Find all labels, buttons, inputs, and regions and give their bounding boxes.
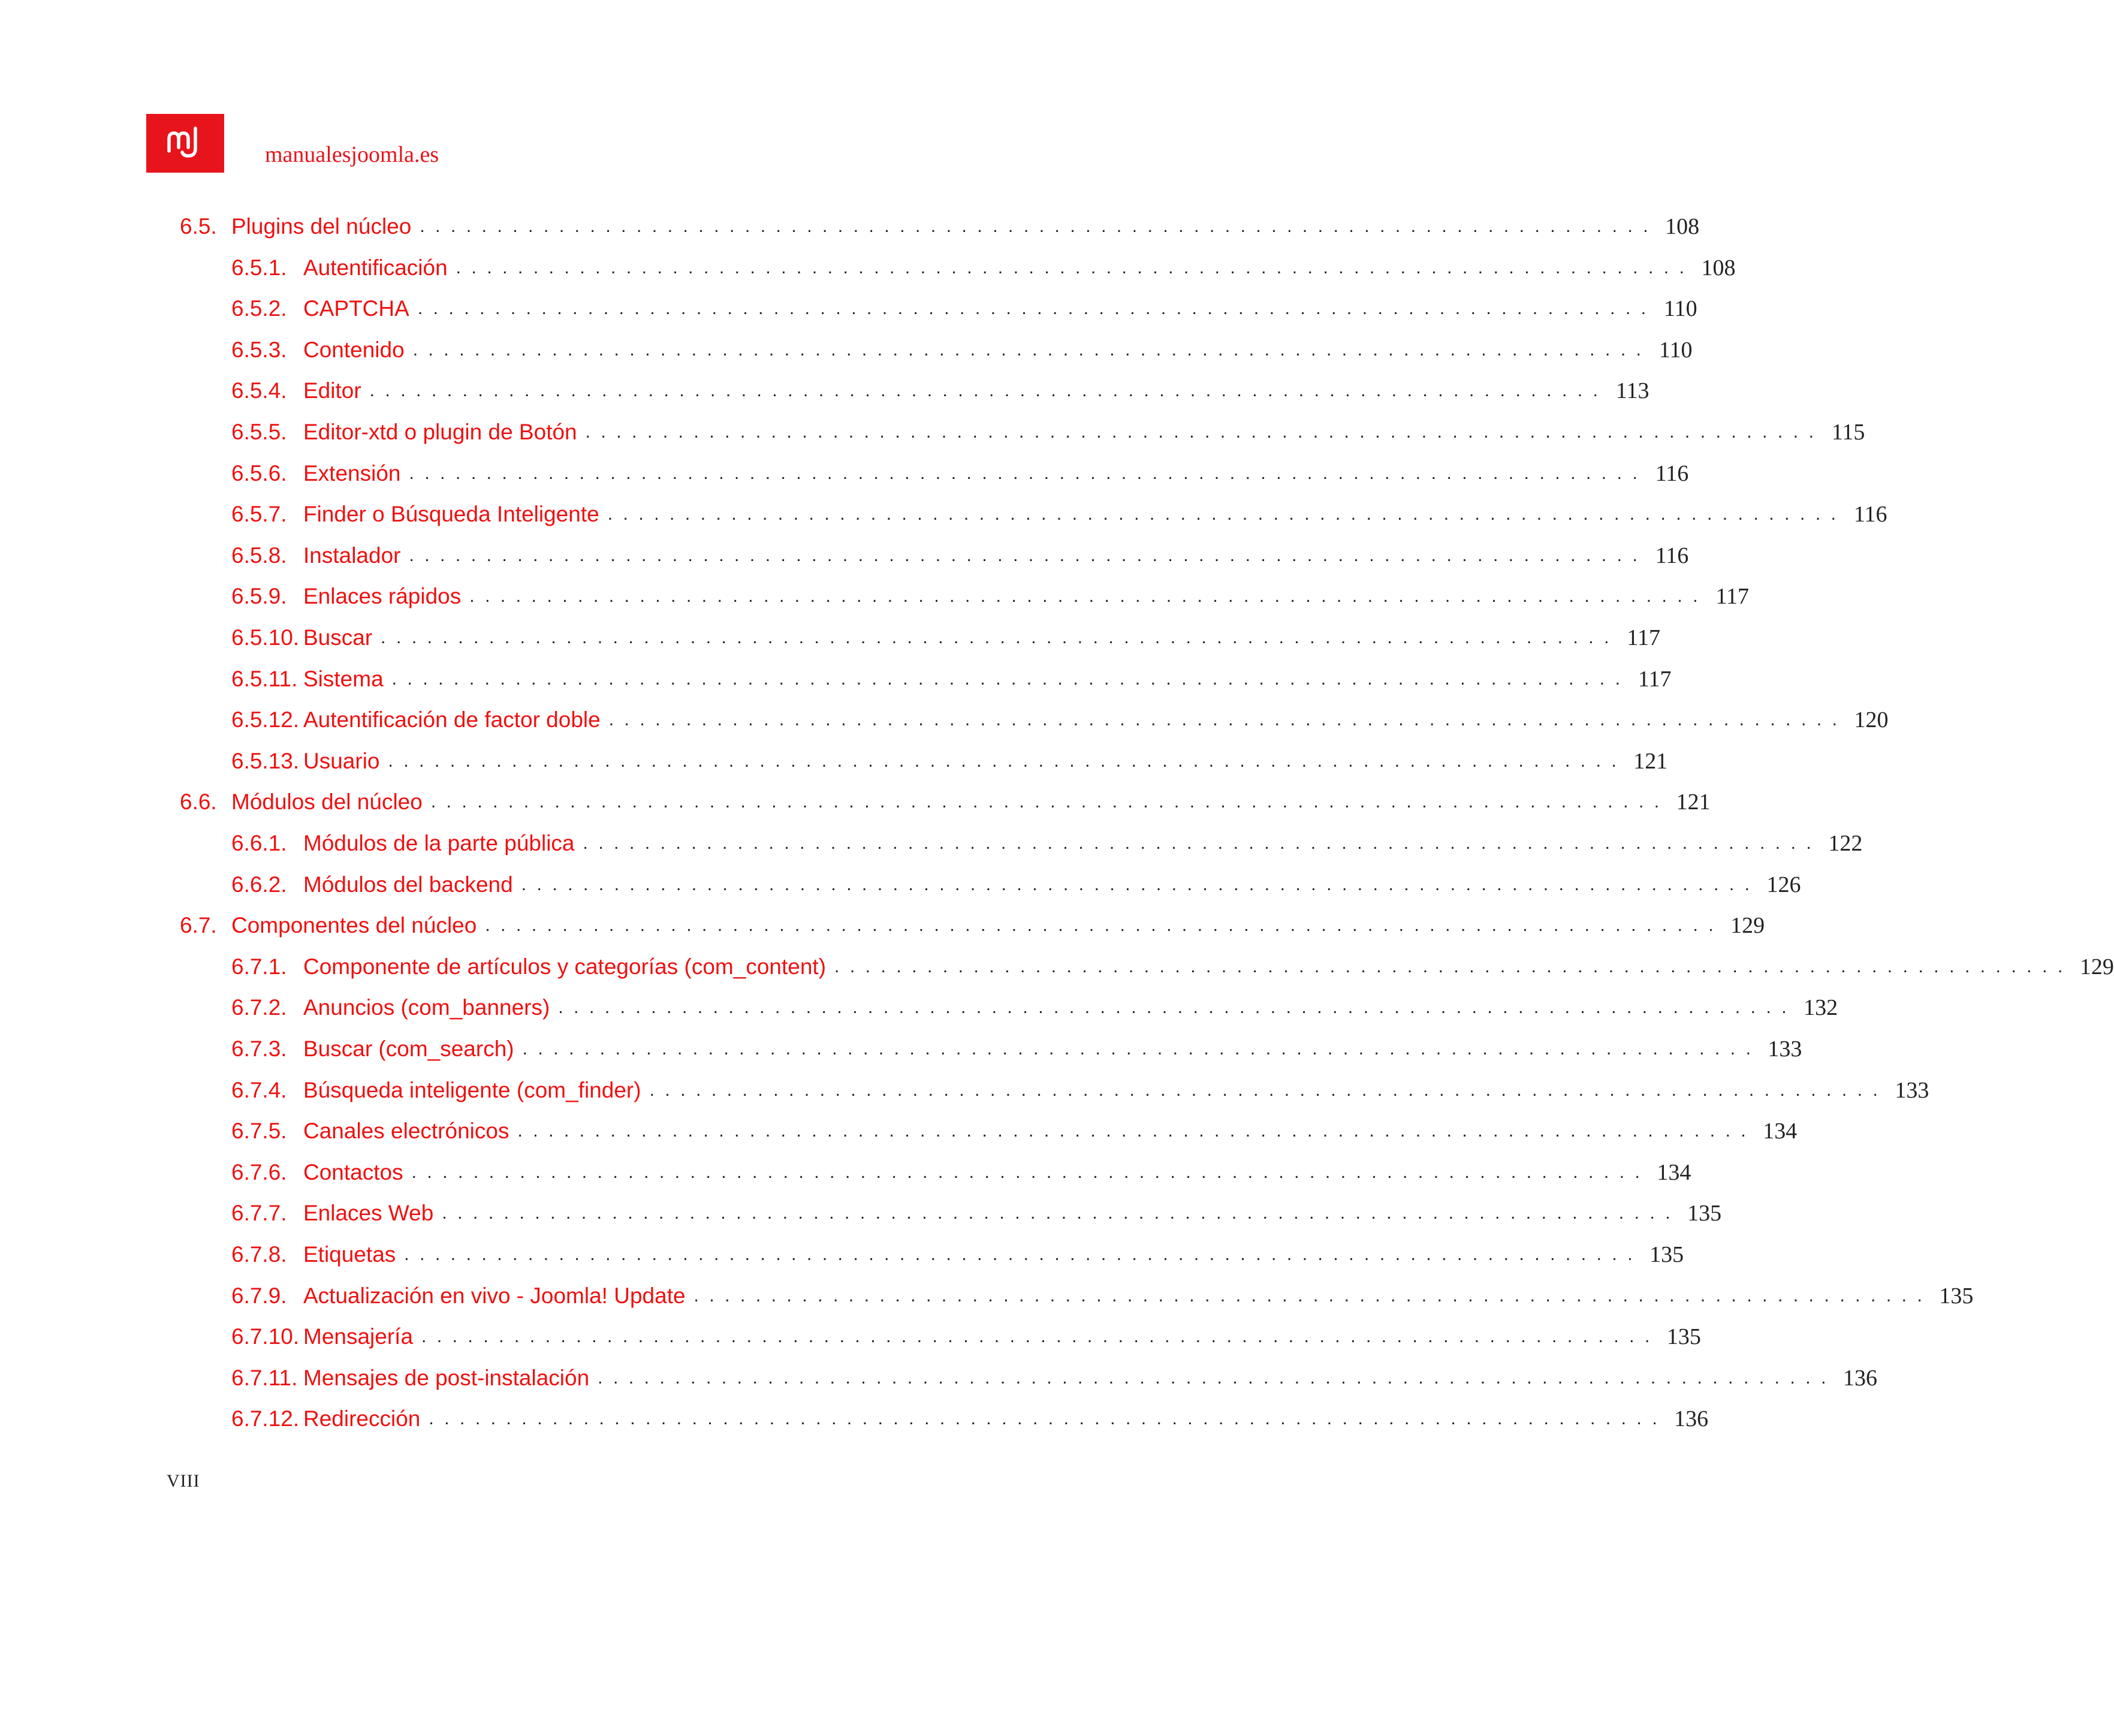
toc-entry-page: 132	[1804, 995, 1838, 1021]
toc-entry[interactable]	[231, 374, 1649, 408]
toc-leader-dots: ................................................................................	[585, 422, 1825, 442]
toc-leader-dots: ................................................................................	[417, 299, 1657, 319]
toc-entry-page: 133	[1768, 1036, 1802, 1062]
toc-entry-title[interactable]: Enlaces rápidos	[303, 584, 462, 609]
toc-entry-page: 116	[1853, 502, 1887, 528]
toc-entry[interactable]	[231, 498, 1887, 531]
toc-entry[interactable]	[231, 703, 1889, 737]
toc-entry-title[interactable]: Contenido	[303, 337, 405, 362]
toc-entry-number: 6.7.8.	[231, 1242, 287, 1267]
toc-entry[interactable]	[231, 415, 1865, 449]
toc-entry-title[interactable]: Buscar (com_search)	[303, 1036, 514, 1061]
toc-entry-number: 6.5.4.	[231, 378, 287, 403]
toc-entry-number: 6.7.6.	[231, 1159, 287, 1185]
toc-leader-dots: ................................................................................	[412, 339, 1652, 360]
toc-entry-page: 117	[1715, 584, 1750, 610]
toc-entry-title[interactable]: Buscar	[303, 625, 373, 650]
toc-leader-dots: ................................................................................	[649, 1080, 1889, 1100]
toc-entry-title[interactable]: Módulos del backend	[303, 872, 513, 897]
toc-entry-number: 6.5.1.	[231, 255, 287, 280]
toc-entry-page: 133	[1895, 1077, 1929, 1103]
toc-entry-number: 6.7.4.	[231, 1077, 287, 1102]
toc-entry-title[interactable]: Editor	[303, 378, 361, 403]
toc-entry-number: 6.5.12.	[231, 707, 300, 733]
toc-leader-dots: ................................................................................	[429, 1409, 1668, 1429]
toc-entry-number: 6.7.1.	[231, 954, 287, 979]
toc-entry-number: 6.7.	[180, 913, 217, 938]
toc-entry[interactable]	[231, 745, 1668, 778]
toc-entry-title[interactable]: Mensajería	[303, 1324, 414, 1349]
toc-entry[interactable]	[231, 1279, 1974, 1313]
toc-leader-dots: ................................................................................	[521, 874, 1760, 894]
toc-entry-number: 6.5.10.	[231, 625, 300, 650]
toc-entry-title[interactable]: Extensión	[303, 460, 401, 486]
toc-leader-dots: ................................................................................	[469, 586, 1709, 607]
toc-entry[interactable]	[231, 991, 1838, 1024]
toc-entry-page: 135	[1687, 1201, 1722, 1226]
toc-entry-number: 6.5.13.	[231, 748, 300, 773]
toc-entry-title[interactable]: Editor-xtd o plugin de Botón	[303, 420, 577, 444]
toc-entry[interactable]	[231, 1361, 1877, 1395]
toc-entry[interactable]	[180, 210, 1700, 243]
toc-entry-page: 121	[1676, 789, 1711, 815]
toc-entry-page: 134	[1763, 1119, 1798, 1144]
toc-entry-title[interactable]: Mensajes de post-instalación	[303, 1365, 590, 1390]
toc-entry-page: 110	[1658, 337, 1693, 363]
toc-leader-dots: ................................................................................	[485, 915, 1724, 936]
toc-entry-title[interactable]: Autentificación de factor doble	[303, 707, 601, 733]
toc-entry-number: 6.7.9.	[231, 1283, 287, 1308]
toc-entry-number: 6.7.3.	[231, 1036, 287, 1061]
toc-entry-page: 134	[1657, 1159, 1691, 1185]
toc-leader-dots: ................................................................................	[404, 1244, 1643, 1264]
toc-entry-title[interactable]: Componente de artículos y categorías (com_content)	[303, 954, 827, 979]
toc-leader-dots: ................................................................................	[607, 504, 1847, 525]
toc-leader-dots: ................................................................................	[391, 668, 1631, 689]
toc-entry-page: 136	[1674, 1406, 1709, 1432]
toc-leader-dots: ................................................................................	[583, 833, 1822, 853]
toc-entry-number: 6.7.10.	[231, 1324, 300, 1349]
toc-entry[interactable]	[231, 868, 1801, 902]
toc-entry[interactable]	[231, 1156, 1691, 1189]
mj-logo-icon	[164, 125, 206, 162]
toc-leader-dots: ................................................................................	[442, 1203, 1681, 1223]
toc-entry-title[interactable]: Actualización en vivo - Joomla! Update	[303, 1283, 686, 1308]
toc-leader-dots: ................................................................................	[598, 1367, 1836, 1388]
toc-leader-dots: ................................................................................	[411, 1162, 1651, 1182]
toc-leader-dots: ................................................................................	[409, 463, 1648, 483]
toc-leader-dots: ................................................................................	[421, 1327, 1660, 1347]
toc-entry-page: 113	[1615, 378, 1649, 404]
toc-entry-title[interactable]: Contactos	[303, 1159, 403, 1185]
toc-entry-title[interactable]: CAPTCHA	[303, 296, 409, 321]
toc-entry-number: 6.5.6.	[231, 460, 287, 486]
toc-leader-dots: ................................................................................	[369, 381, 1609, 401]
toc-entry-page: 126	[1766, 872, 1801, 897]
toc-leader-dots: ................................................................................	[430, 792, 1670, 812]
toc-entry[interactable]	[231, 539, 1689, 572]
toc-entry-page: 135	[1939, 1283, 1974, 1309]
toc-entry-number: 6.5.7.	[231, 502, 287, 527]
toc-entry-number: 6.7.7.	[231, 1201, 287, 1226]
toc-entry-page: 129	[1730, 913, 1765, 939]
toc-entry-page: 108	[1701, 255, 1736, 281]
toc-entry-page: 136	[1842, 1365, 1877, 1391]
toc-entry-page: 117	[1627, 625, 1660, 650]
toc-entry-page: 115	[1831, 420, 1865, 445]
toc-entry[interactable]	[231, 1402, 1709, 1436]
toc-leader-dots: ................................................................................	[517, 1121, 1757, 1141]
toc-entry[interactable]	[231, 827, 1863, 860]
toc-leader-dots: ................................................................................	[608, 710, 1848, 730]
toc-entry[interactable]	[231, 1074, 1929, 1107]
toc-entry[interactable]	[231, 621, 1660, 655]
toc-entry[interactable]	[180, 785, 1711, 819]
toc-entry-page: 116	[1655, 460, 1689, 486]
toc-entry-number: 6.5.5.	[231, 420, 287, 444]
toc-entry[interactable]	[180, 909, 1765, 942]
site-logo	[146, 114, 224, 173]
toc-entry-title[interactable]: Etiquetas	[303, 1242, 396, 1267]
toc-leader-dots: ................................................................................	[834, 956, 2073, 976]
toc-entry-title[interactable]: Módulos del núcleo	[231, 789, 423, 815]
toc-entry-title[interactable]: Usuario	[303, 748, 380, 773]
toc-entry-number: 6.5.3.	[231, 337, 287, 362]
toc-entry[interactable]	[231, 1238, 1684, 1271]
toc-entry[interactable]	[231, 580, 1750, 613]
toc-entry-number: 6.6.2.	[231, 872, 287, 897]
toc-entry-number: 6.7.2.	[231, 995, 287, 1020]
toc-entry-number: 6.5.	[180, 214, 217, 239]
toc-entry-title[interactable]: Redirección	[303, 1406, 421, 1431]
toc-entry-number: 6.5.8.	[231, 542, 287, 568]
toc-entry[interactable]	[231, 1114, 1798, 1148]
toc-entry-page: 110	[1664, 296, 1697, 322]
toc-entry-page: 117	[1637, 666, 1672, 692]
toc-entry[interactable]	[231, 1032, 1802, 1066]
toc-entry-title[interactable]: Autentificación	[303, 255, 448, 280]
toc-entry-number: 6.5.2.	[231, 296, 287, 321]
toc-leader-dots: ................................................................................	[558, 997, 1798, 1018]
toc-entry-number: 6.7.11.	[231, 1365, 298, 1390]
toc-entry-page: 120	[1854, 707, 1889, 733]
toc-entry[interactable]	[231, 251, 1736, 285]
toc-leader-dots: ................................................................................	[388, 751, 1627, 771]
toc-entry-title[interactable]: Enlaces Web	[303, 1201, 434, 1226]
toc-entry[interactable]	[231, 457, 1689, 490]
toc-entry-title[interactable]: Módulos de la parte pública	[303, 831, 575, 855]
toc-entry-page: 122	[1828, 831, 1863, 856]
toc-entry-number: 6.5.9.	[231, 584, 287, 609]
toc-leader-dots: ................................................................................	[420, 216, 1659, 236]
toc-entry-title[interactable]: Búsqueda inteligente (com_finder)	[303, 1077, 641, 1102]
toc-entry-page: 108	[1665, 214, 1700, 239]
toc-leader-dots: ................................................................................	[522, 1039, 1762, 1059]
toc-entry-page: 129	[2079, 954, 2114, 979]
toc-entry-title[interactable]: Componentes del núcleo	[231, 913, 477, 938]
toc-leader-dots: ................................................................................	[693, 1285, 1933, 1306]
toc-entry-title[interactable]: Plugins del núcleo	[231, 214, 412, 239]
toc-entry-title[interactable]: Instalador	[303, 542, 401, 568]
toc-entry-number: 6.5.11.	[231, 666, 298, 691]
toc-entry[interactable]	[231, 333, 1693, 367]
toc-entry-number: 6.6.1.	[231, 831, 287, 855]
toc-entry-number: 6.7.12.	[231, 1406, 300, 1431]
page-folio: VIII	[167, 1471, 200, 1491]
toc-leader-dots: ................................................................................	[409, 545, 1648, 565]
toc-entry-page: 135	[1666, 1324, 1701, 1350]
toc-entry-number: 6.7.5.	[231, 1119, 287, 1144]
toc-entry[interactable]	[231, 1320, 1701, 1354]
site-name[interactable]: manualesjoomla.es	[265, 142, 439, 167]
toc-entry-page: 116	[1655, 542, 1689, 568]
toc-entry-title[interactable]: Sistema	[303, 666, 384, 691]
toc-leader-dots: ................................................................................	[456, 257, 1695, 278]
toc-entry-page: 135	[1649, 1242, 1684, 1267]
toc-entry-title[interactable]: Anuncios (com_banners)	[303, 995, 550, 1020]
toc-entry[interactable]	[231, 1196, 1722, 1230]
toc-entry-title[interactable]: Canales electrónicos	[303, 1119, 509, 1144]
toc-leader-dots: ................................................................................	[381, 628, 1620, 647]
toc-entry[interactable]	[231, 292, 1697, 326]
toc-entry-title[interactable]: Finder o Búsqueda Inteligente	[303, 502, 599, 527]
toc-entry-number: 6.6.	[180, 789, 217, 815]
toc-entry-page: 121	[1633, 748, 1668, 774]
toc-entry[interactable]	[231, 662, 1672, 696]
toc-entry[interactable]	[231, 950, 2114, 984]
